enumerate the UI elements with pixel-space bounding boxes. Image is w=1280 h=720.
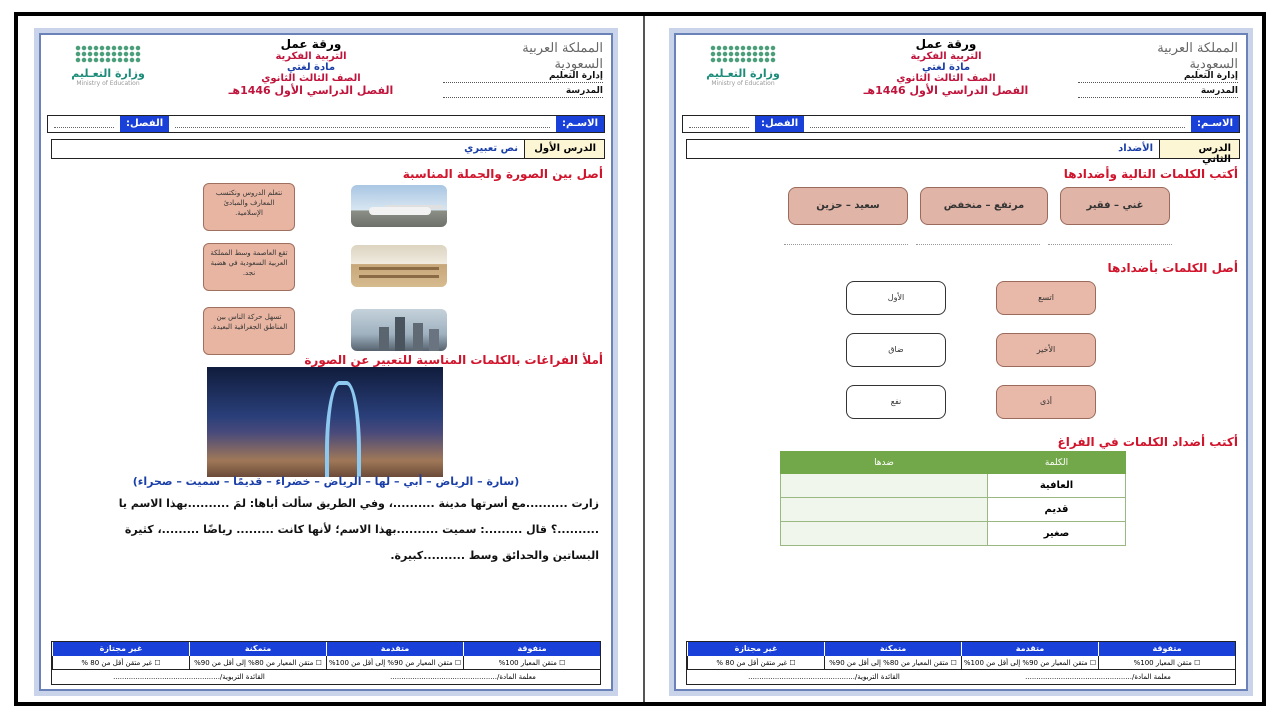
name-label: الاسـم: [1191,116,1239,132]
table-word: صغير [988,522,1126,546]
criterion-checkbox[interactable]: ☐ متقن المعيار من 90% إلى أقل من 100% [326,656,463,669]
table-header-antonym: ضدها [781,452,988,474]
moe-name-en: Ministry of Education [76,80,140,87]
page-header [676,35,1246,113]
grade-name: الصف الثالث الثانوي [261,73,361,84]
answer-line-3[interactable] [784,243,908,245]
level-advanced: متقدمة [326,642,463,656]
antonym-pair-2: مرتفع – منخفض [920,187,1048,225]
leader-signature: القائدة التربوية/................................................ [113,673,265,681]
grade-name: الصف الثالث الثانوي [896,73,996,84]
antonym-pair-3: سعيد – حزين [788,187,908,225]
school-field: المدرسة [443,86,603,98]
paragraph-line-2[interactable]: ..........؟ قال .........: سميت ..........بهذا الاسم؛ لأنها كانت ......... رياضًا .........، كثيرة [124,523,599,536]
criterion-checkbox[interactable]: ☐ غير متقن أقل من 80 % [687,656,824,669]
moe-name: وزارة التعـليم [706,67,780,80]
level-excellent: متفوقة [1098,642,1235,656]
match-word-left-2[interactable]: ضاق [846,333,946,367]
kingdom-logo-text: المملكة العربية السعودية [522,41,603,72]
criterion-checkbox[interactable]: ☐ متقن المعيار من 90% إلى أقل من 100% [961,656,1098,669]
table-answer-cell[interactable] [781,522,988,546]
level-advanced: متقدمة [961,642,1098,656]
edu-admin-field: إدارة التعليم [1078,71,1238,83]
worksheet-page-lesson-2 [669,28,1253,696]
term-name: الفصل الدراسي الأول 1446هـ [863,84,1029,97]
ministry-logo [688,45,798,87]
fill-in-paragraph [53,491,599,569]
criterion-checkbox[interactable]: ☐ متقن المعيار 100% [1098,656,1235,669]
question-1-heading: أصل بين الصورة والجملة المناسبة [402,167,603,181]
table-row [781,474,1126,498]
kingdom-logo-text: المملكة العربية السعودية [1157,41,1238,72]
term-name: الفصل الدراسي الأول 1446هـ [228,84,394,97]
student-name-bar [682,115,1240,133]
paragraph-line-1[interactable]: زارت ..........مع أسرتها مدينة ..........، وفي الطريق سألت أباها: لمَ ..........بهذا الاسم يا [118,497,599,510]
level-not-passed: غير مجتازة [687,642,824,656]
word-bank: (سارة – الرياض – أبي – لها – الرياض – خضراء – قديمًا – سميت – صحراء) [132,475,520,488]
sentence-card-2[interactable]: تقع العاصمة وسط المملكة العربية السعودية في هضبة نجد. [203,243,295,291]
worksheet-title-block [191,37,431,97]
moe-name: وزارة التعـليم [71,67,145,80]
level-excellent: متفوقة [463,642,600,656]
question-1-heading: أكتب الكلمات التالية وأضدادها [1063,167,1238,181]
worksheet-title-block [826,37,1066,97]
leader-signature: القائدة التربوية/................................................ [748,673,900,681]
class-label: الفصل: [120,116,169,132]
subject-name: مادة لغتي [286,62,336,73]
class-field[interactable] [54,116,114,128]
lesson-title: نص تعبيري [464,143,518,154]
sentence-card-3[interactable]: تسهل حركة الناس بين المناطق الجغرافية البعيدة. [203,307,295,355]
name-label: الاسـم: [556,116,604,132]
page-divider [643,16,645,702]
ministry-logo [53,45,163,87]
city-image [351,309,447,351]
airplane-image [351,185,447,227]
worksheet-page-lesson-1 [34,28,618,696]
teacher-signature: معلمة المادة/................................................ [1025,673,1171,681]
worksheet-spread [14,12,1266,706]
criterion-checkbox[interactable]: ☐ متقن المعيار 100% [463,656,600,669]
page-header [41,35,611,113]
worksheet-title: ورقة عمل [280,37,342,51]
riyadh-night-image [207,367,443,477]
table-answer-cell[interactable] [781,498,988,522]
level-proficient: متمكنة [824,642,961,656]
table-header-word: الكلمة [988,452,1126,474]
lesson-bar [686,139,1240,165]
answer-line-2[interactable] [916,243,1040,245]
answer-line-1[interactable] [1048,243,1172,245]
assessment-rubric [686,641,1236,685]
match-word-left-3[interactable]: نفع [846,385,946,419]
teacher-signature: معلمة المادة/................................................ [390,673,536,681]
question-2-heading: أملأ الفراغات بالكلمات المناسبة للتعبير عن الصورة [304,353,603,367]
match-word-right-3[interactable]: أذى [996,385,1096,419]
level-proficient: متمكنة [189,642,326,656]
criterion-checkbox[interactable]: ☐ غير متقن أقل من 80 % [52,656,189,669]
match-word-right-1[interactable]: اتسع [996,281,1096,315]
classroom-image [351,245,447,287]
table-row [781,522,1126,546]
criterion-checkbox[interactable]: ☐ متقن المعيار من 80% إلى أقل من 90% [824,656,961,669]
table-answer-cell[interactable] [781,474,988,498]
lesson-title: الأضداد [1118,143,1153,154]
class-label: الفصل: [755,116,804,132]
match-word-left-1[interactable]: الأول [846,281,946,315]
table-word: العافية [988,474,1126,498]
worksheet-title: ورقة عمل [915,37,977,51]
sentence-card-1[interactable]: نتعلم الدروس ونكتسب المعارف والمبادئ الإسلامية. [203,183,295,231]
criterion-checkbox[interactable]: ☐ متقن المعيار من 80% إلى أقل من 90% [189,656,326,669]
moe-logo-icon [710,45,776,63]
table-word: قديم [988,498,1126,522]
lesson-number: الدرس الثاني [1159,140,1239,158]
paragraph-line-3[interactable]: البساتين والحدائق وسط ..........كبيرة. [390,549,599,562]
antonym-pair-1: غني – فقير [1060,187,1170,225]
name-field[interactable] [175,116,550,128]
student-name-bar [47,115,605,133]
antonym-table [780,451,1126,546]
class-field[interactable] [689,116,749,128]
edu-admin-field: إدارة التعليم [443,71,603,83]
school-info [443,71,603,101]
match-word-right-2[interactable]: الأخير [996,333,1096,367]
track-name: التربية الفكرية [910,51,982,62]
name-field[interactable] [810,116,1185,128]
moe-logo-icon [75,45,141,63]
school-info [1078,71,1238,101]
lesson-bar [51,139,605,159]
table-row [781,498,1126,522]
subject-name: مادة لغتي [921,62,971,73]
question-3-heading: أكتب أضداد الكلمات في الفراغ [1057,435,1238,449]
school-field: المدرسة [1078,86,1238,98]
track-name: التربية الفكرية [275,51,347,62]
assessment-rubric [51,641,601,685]
moe-name-en: Ministry of Education [711,80,775,87]
level-not-passed: غير مجتازة [52,642,189,656]
question-2-heading: أصل الكلمات بأضدادها [1107,261,1238,275]
lesson-number: الدرس الأول [524,140,604,158]
